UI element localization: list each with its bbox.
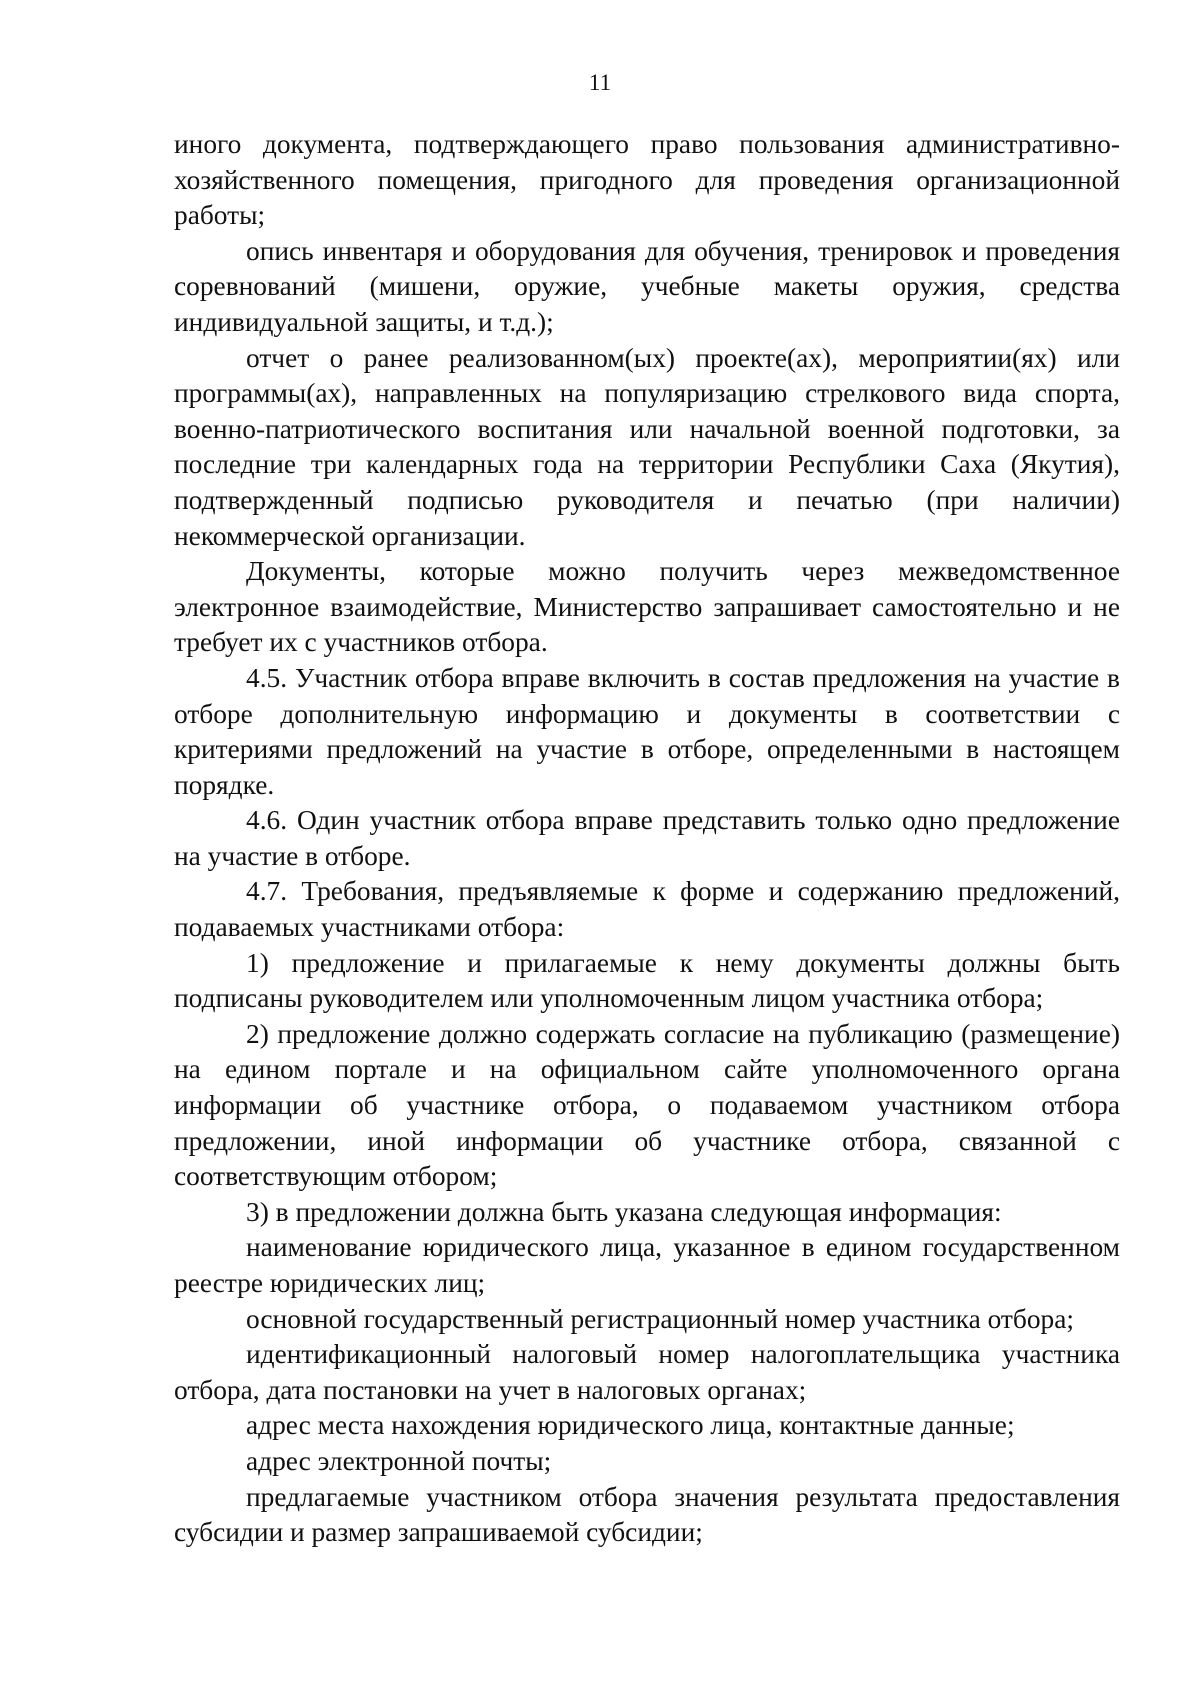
document-body <box>174 127 1120 1551</box>
paragraph-project-report: отчет о ранее реализованном(ых) проекте(ах), мероприятии(ях) или программы(ах), направленных на популяризацию стрелкового вида спорта, военно-патриотического воспитания или начальной военной подготовки, за последние три календарных года на территории Республики Саха (Якутия), подтвержденный подписью руководителя и печатью (при наличии) некоммерческой организации. <box>174 342 1120 551</box>
paragraph-email: адрес электронной почты; <box>246 1445 552 1476</box>
paragraph-inventory-list: опись инвентаря и оборудования для обучения, тренировок и проведения соревнований (мишени, оружие, учебные макеты оружия, средства индивидуальной защиты, и т.д.); <box>174 235 1120 337</box>
paragraph-clause-4-5: 4.5. Участник отбора вправе включить в состав предложения на участие в отборе дополнительную информацию и документы в соответствии с критериями предложений на участие в отборе, определенными в настоящем порядке. <box>174 662 1120 800</box>
paragraph-ogrn: основной государственный регистрационный номер участника отбора; <box>246 1303 1074 1334</box>
paragraph-item-1: 1) предложение и прилагаемые к нему документы должны быть подписаны руководителем или уполномоченным лицом участника отбора; <box>174 947 1120 1014</box>
paragraph-inn: идентификационный налоговый номер налогоплательщика участника отбора, дата постановки на учет в налоговых органах; <box>174 1339 1120 1405</box>
paragraph-interagency-documents: Документы, которые можно получить через межведомственное электронное взаимодействие, Министерство запрашивает самостоятельно и не требует их с участников отбора. <box>174 556 1120 658</box>
page-number: 11 <box>588 70 612 95</box>
paragraph-clause-4-7: 4.7. Требования, предъявляемые к форме и содержанию предложений, подаваемых участниками отбора: <box>174 876 1120 943</box>
paragraph-clause-4-6: 4.6. Один участник отбора вправе представить только одно предложение на участие в отборе. <box>174 805 1120 871</box>
paragraph-result-values: предлагаемые участником отбора значения результата предоставления субсидии и размер запрашиваемой субсидии; <box>174 1481 1120 1548</box>
paragraph-legal-entity-name: наименование юридического лица, указанное в едином государственном реестре юридических лиц; <box>174 1232 1120 1298</box>
paragraph-item-2: 2) предложение должно содержать согласие на публикацию (размещение) на едином портале и на официальном сайте уполномоченного органа информации об участнике отбора, о подаваемом участником отбора предложении, иной информации об участнике отбора, связанной с соответствующим отбором; <box>174 1018 1120 1192</box>
paragraph-address: адрес места нахождения юридического лица, контактные данные; <box>246 1410 1015 1441</box>
paragraph-item-3: 3) в предложении должна быть указана следующая информация: <box>246 1196 1002 1227</box>
paragraph-document-continuation: иного документа, подтверждающего право пользования административно-хозяйственного помещения, пригодного для проведения организационной работы; <box>174 129 1120 231</box>
